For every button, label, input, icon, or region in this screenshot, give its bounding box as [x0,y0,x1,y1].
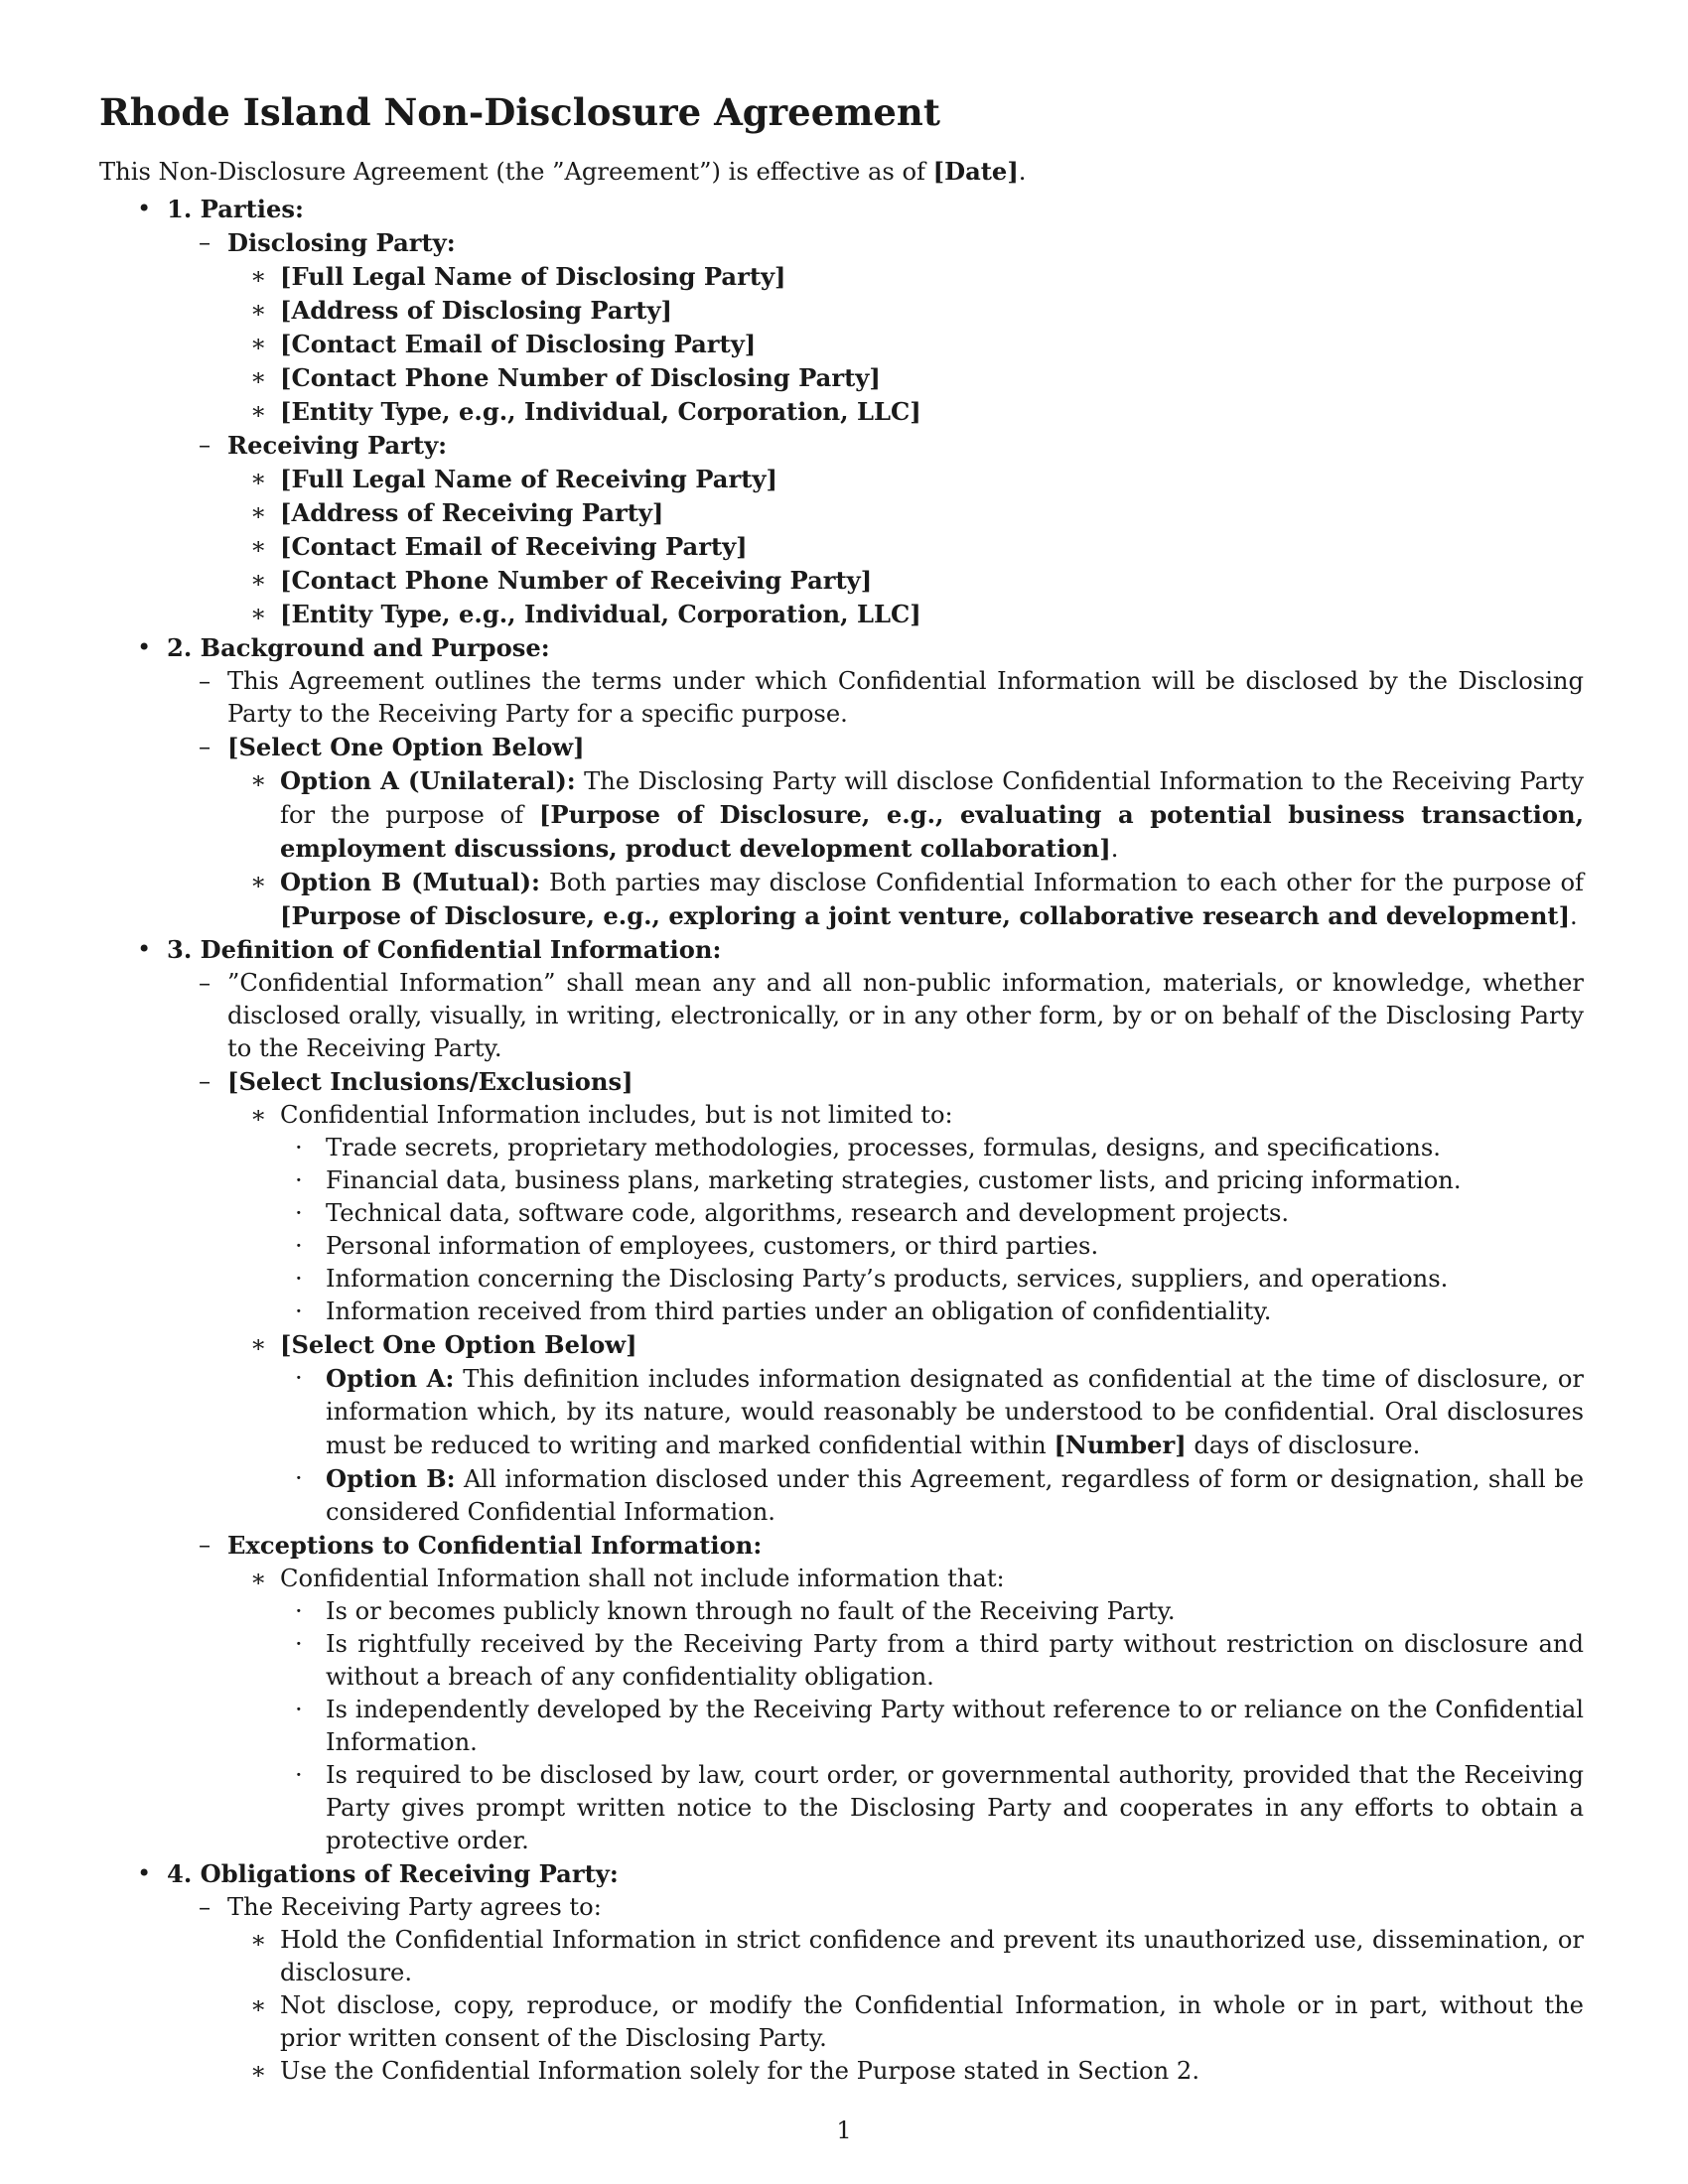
obligations-intro: – The Receiving Party agrees to: ∗ Hold the Confidential Information in strict confidence and prevent its unauthorized use, dissemination, or disclosure. ∗ Not disclose, copy, reproduce, or modify the Confidential Information, in whole or in part, without the prior written consent of the Disclosing Party. ∗ Use the Confidential Information solely for the Purpose stated in Section 2. [99,1891,1584,2088]
list-item: · Is required to be disclosed by law, court order, or governmental authority, provided that the Receiving Party gives prompt written notice to the Disclosing Party and cooperates in any efforts to obtain a protective order. [295,1761,1584,1854]
exceptions-intro: ∗ Confidential Information shall not include information that: · Is or becomes publicly known through no fault of the Receiving Party. · Is rightfully received by the Receiving Party from a third party without restriction on disclosure and without a breach of any confidentiality obligation. · Is independently developed by the Receiving Party without reference to or reliance on the Confidential Information. · Is required to be disclosed by law, court order, or governmental authority, provided that the Receiving Party gives prompt written notice to the Disclosing Party and cooperates in any efforts to obtain a protective order. [99,1563,1584,1857]
list-item: ∗ [Entity Type, e.g., Individual, Corporation, LLC] [250,397,921,426]
page-number: 1 [836,2116,852,2144]
disclosing-party-label: Disclosing Party: [227,228,456,257]
list-item: – ”Confidential Information” shall mean any and all non-public information, materials, or knowledge, whether disclosed orally, visually, in writing, electronically, or in any other form, by or on behalf of the Disclosing Party to the Receiving Party. [199,969,1584,1062]
section-heading: 4. Obligations of Receiving Party: [167,1859,619,1888]
section-heading: 2. Background and Purpose: [167,633,550,662]
list-item: · Information received from third parties under an obligation of confidentiality. [295,1297,1272,1325]
date-placeholder: [Date] [932,157,1019,186]
list-item: ∗ [Entity Type, e.g., Individual, Corporation, LLC] [250,600,921,628]
document-page [99,89,1584,2088]
bullet-marker: • [137,195,152,222]
option-a-unilateral: ∗ Option A (Unilateral): The Disclosing Party will disclose Confidential Information to the Receiving Party for the purpose of [Purpose of Disclosure, e.g., evaluating a potential business transaction, employment discussions, product development collaboration]. [250,766,1584,863]
option-b: · Option B: All information disclosed under this Agreement, regardless of form or designation, shall be considered Confidential Information. [295,1464,1585,1526]
receiving-party [99,429,1584,631]
bullet-marker: • [137,633,152,661]
dash-marker: – [199,228,211,256]
list-item: ∗ Not disclose, copy, reproduce, or modify the Confidential Information, in whole or in part, without the prior written consent of the Disclosing Party. [250,1991,1584,2052]
list-item: · Trade secrets, proprietary methodologies, processes, formulas, designs, and specifications. [295,1134,1441,1161]
list-item: · Information concerning the Disclosing Party’s products, services, suppliers, and operations. [295,1265,1449,1293]
list-item: ∗ [Contact Email of Disclosing Party] [250,330,757,358]
option-a: · Option A: This definition includes information designated as confidential at the time of disclosure, or information which, by its nature, would reasonably be understood to be confidential. Oral disclosures must be reduced to writing and marked confidential within [Number] days of disclosure. [295,1364,1584,1459]
section-heading: 1. Parties: [167,195,304,223]
disclosing-party [99,226,1584,429]
list-item: · Is or becomes publicly known through no fault of the Receiving Party. [295,1597,1176,1625]
list-item: ∗ [Full Legal Name of Receiving Party] [250,465,777,493]
includes-block: ∗ Confidential Information includes, but is not limited to: · Trade secrets, proprietary methodologies, processes, formulas, designs, and specifications. · Financial data, business plans, marketing strategies, customer lists, and pricing information. · Technical data, software code, algorithms, research and development projects. · Personal information of employees, customers, or third parties. · Information concerning the Disclosing Party’s products, services, suppliers, and operations. · Information received from third parties under an obligation of confidentiality. [99,1099,1584,1328]
list-item: ∗ Hold the Confidential Information in strict confidence and prevent its unauthorized use, dissemination, or disclosure. [250,1926,1584,1986]
section-definition [99,933,1584,1857]
list-item: ∗ [Contact Email of Receiving Party] [250,532,748,561]
bullet-marker: • [137,1859,152,1887]
intro-paragraph: This Non-Disclosure Agreement (the ”Agreement”) is effective as of [Date]. [99,157,1027,186]
section-background-purpose [99,631,1584,933]
select-option-block: – [Select One Option Below] ∗ Option A (Unilateral): The Disclosing Party will disclose Confidential Information to the Receiving Party for the purpose of [Purpose of Disclosure, e.g., evaluating a potential business transaction, employment discussions, product development collaboration]. ∗ Option B (Mutual): Both parties may disclose Confidential Information to each other for the purpose of [Purpose of Disclosure, e.g., exploring a joint venture, collaborative research and development]. [99,731,1584,933]
list-item: ∗ [Contact Phone Number of Receiving Party] [250,566,873,595]
list-item: · Is rightfully received by the Receiving Party from a third party without restriction on disclosure and without a breach of any confidentiality obligation. [295,1630,1584,1691]
section-obligations [99,1857,1584,2088]
list-item: · Personal information of employees, customers, or third parties. [295,1232,1099,1260]
list-item: · Financial data, business plans, marketing strategies, customer lists, and pricing information. [295,1166,1462,1194]
receiving-party-label: Receiving Party: [227,431,448,460]
sections-list [99,193,1584,2088]
bullet-marker: • [137,935,152,963]
list-item: ∗ [Address of Receiving Party] [250,498,664,527]
option-b-mutual: ∗ Option B (Mutual): Both parties may disclose Confidential Information to each other for the purpose of [Purpose of Disclosure, e.g., exploring a joint venture, collaborative research and development]. [250,868,1584,930]
exceptions-block: – Exceptions to Confidential Information: ∗ Confidential Information shall not include information that: · Is or becomes publicly known through no fault of the Receiving Party. · Is rightfully received by the Receiving Party from a third party without restriction on disclosure and without a breach of any confidentiality obligation. · Is independently developed by the Receiving Party without reference to or reliance on the Confidential Information. · Is required to be disclosed by law, court order, or governmental authority, provided that the Receiving Party gives prompt written notice to the Disclosing Party and cooperates in any efforts to obtain a protective order. [99,1529,1584,1857]
list-item: · Technical data, software code, algorithms, research and development projects. [295,1199,1290,1227]
list-item: ∗ [Address of Disclosing Party] [250,296,672,325]
list-item: · Is independently developed by the Receiving Party without reference to or reliance on the Confidential Information. [295,1696,1584,1756]
section-parties [99,193,1584,631]
list-item: ∗ [Contact Phone Number of Disclosing Party] [250,363,881,392]
list-item: ∗ [Full Legal Name of Disclosing Party] [250,262,786,291]
document-title: Rhode Island Non-Disclosure Agreement [99,90,940,134]
dash-marker: – [199,431,211,459]
list-item: – This Agreement outlines the terms under which Confidential Information will be disclosed by the Disclosing Party to the Receiving Party for a specific purpose. [199,667,1584,728]
select-option-block: ∗ [Select One Option Below] · Option A: This definition includes information designated as confidential at the time of disclosure, or information which, by its nature, would reasonably be understood to be confidential. Oral disclosures must be reduced to writing and marked confidential within [Number] days of disclosure. · Option B: All information disclosed under this Agreement, regardless of form or designation, shall be considered Confidential Information. [99,1328,1584,1529]
select-inclusions-block: – [Select Inclusions/Exclusions] ∗ Confidential Information includes, but is not limited to: · Trade secrets, proprietary methodologies, processes, formulas, designs, and specifications. · Financial data, business plans, marketing strategies, customer lists, and pricing information. · Technical data, software code, algorithms, research and development projects. · Personal information of employees, customers, or third parties. · Information concerning the Disclosing Party’s products, services, suppliers, and operations. · Information received from third parties under an obligation of confidentiality. ∗ [Select One Option Below] · Option A: This definition includes information designated as confidential at the time of disclosure, or information which, by its nature, would reasonably be understood to be confidential. Oral disclosures must be reduced to writing and marked confidential within [Number] days of disclosure. · Option B: All information disclosed under this Agreement, regardless of form or designation, shall be considered Confidential Information. [99,1065,1584,1529]
list-item: ∗ Use the Confidential Information solely for the Purpose stated in Section 2. [250,2057,1200,2085]
section-heading: 3. Definition of Confidential Information: [167,935,722,964]
